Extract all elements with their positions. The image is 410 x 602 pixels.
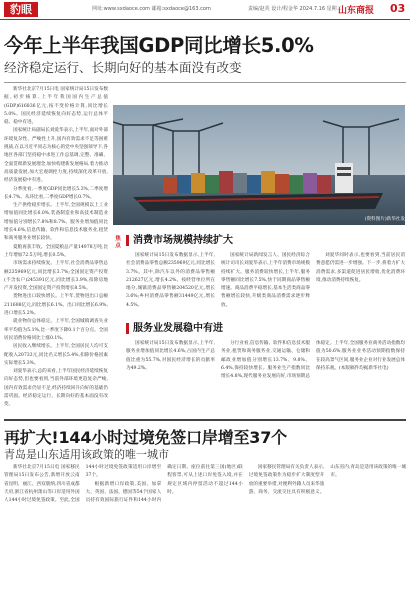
lead-paragraph: 分季度看,一季度GDP同比增长5.3%,二季度增长4.7%。从环比看,二季度GDP增长0.7%。 xyxy=(4,186,108,200)
lead-paragraph: 货物进出口较快增长。上半年,货物进出口总额211688亿元,同比增长6.1%。出口同比增长6.9%,进口增长5.2%。 xyxy=(4,294,108,317)
newspaper-name: 山东商报 xyxy=(338,6,375,16)
photo-caption: (资料图片)新华社发 xyxy=(364,217,405,222)
section-b-title: 服务业发展稳中有进 xyxy=(133,323,223,334)
section-a-body xyxy=(126,252,405,318)
lead-paragraph: 市场需求持续恢复。上半年,社会消费品零售总额235969亿元,同比增长3.7%;全国固定资产投资(不含农户)245391亿元,同比增长3.9%,扣除房地产开发投资,全国固定资产投资增长8.5%。 xyxy=(4,261,108,292)
container-ship-image xyxy=(113,105,405,225)
section-b-paragraph: 分行业看,信息传输、软件和信息技术服务业,租赁和商务服务业,交通运输、仓储和邮政业增加值分别增长13.7%、9.8%、6.4%,保持较快增长。服务业生产指数同比增长4.8%,现代服务业发展向好,市场预期总体稳定。上半年,全国服务业商务活动指数均值为50.6%,服务业业务活动预期指数保持在较高景气区间,服务业企业对行业发展总体保持乐观。(本版稿件均据新华社电) xyxy=(221,341,405,380)
heading-marker xyxy=(126,235,129,246)
page-header xyxy=(0,0,410,20)
section-side-label: 焦点 xyxy=(115,236,121,249)
story2-paragraph: 国家移民管理局有关负责人表示,过境免签政策作为稳步扩大制度型开放的重要举措,对便利外籍人员来华旅游、商务、交流交往具有积极意义。山东省内,青岛是适用该政策的唯一城市。 xyxy=(248,465,406,495)
heading-marker xyxy=(126,323,129,334)
main-headline: 今年上半年我国GDP同比增长5.0% xyxy=(4,34,314,57)
story2-headline: 再扩大!144小时过境免签口岸增至37个 xyxy=(4,428,287,447)
column-brand: 豹眼 xyxy=(4,2,38,17)
editor-date-info: 责编/赵英 设计/程金华 2024.7.16 星期二 xyxy=(248,6,342,12)
lead-paragraph: 就业物价总体稳定。上半年,全国城镇调查失业率平均值为5.1%,比一季度下降0.1个百分点。全国居民消费价格同比上涨0.1%。 xyxy=(4,319,108,341)
lead-paragraph: 居民收入继续增长。上半年,全国居民人均可支配收入20733元,同比名义增长5.4%,扣除价格因素实际增长5.3%。 xyxy=(4,344,108,366)
section-b-body xyxy=(126,340,405,416)
section-b-paragraph: 国家统计局15日发布数据显示,上半年,服务业增加值同比增长4.6%,占国内生产总值比重为55.7%,对国民经济增长的贡献率为49.2%。 xyxy=(126,341,215,371)
site-info: 网址:www.sxdaoce.com 邮箱:sxdaoce@163.com xyxy=(92,6,211,12)
story2-body xyxy=(4,464,406,598)
story-divider xyxy=(4,419,406,421)
port-photo xyxy=(113,105,405,225)
lead-paragraph: 生产供给稳步增长。上半年,全国规模以上工业增加值同比增长6.0%,装备制造业和高技术制造业增加值分别增长7.8%和8.7%。服务业增加值同比增长4.6%,信息传输、软件和信息技术服务业,租赁和商务服务业增长较快。 xyxy=(4,203,108,242)
story2-subheadline: 青岛是山东适用该政策的唯一城市 xyxy=(4,448,169,461)
lead-paragraph: 刘爱华表示,总的来看,上半年国民经济延续恢复向好态势,但也要看到,当前外部环境更趋复杂严峻,国内有效需求仍显不足,经济持续回升向好的基础仍需巩固。经济稳定运行、长期向好的基本面没有改变。 xyxy=(4,369,108,408)
headline-divider xyxy=(4,82,406,83)
lead-paragraph: 国家统计局副局长刘爱华表示,上半年,面对外部环境复杂性、严峻性上升,国内有效需求不足等困难挑战,在以习近平同志为核心的党中央坚强领导下,各地区各部门坚持稳中求进工作总基调,完整、准确、全面贯彻新发展理念,加快构建新发展格局,着力推动高质量发展,加大宏观调控力度,持续深化改革开放,经济发展稳中有进。 xyxy=(4,128,108,184)
page-number: 03 xyxy=(390,2,406,15)
lead-article xyxy=(4,86,108,416)
section-a-paragraph: 刘爱华同时表示,也要看到,当前居民消费意愿仍需进一步增强。下一步,将着力扩大消费需求,多渠道促进居民增收,优化消费环境,推动消费持续恢复。 xyxy=(316,253,405,283)
section-heading-consumption xyxy=(126,234,233,248)
lead-paragraph: 夏粮再获丰收。全国夏粮总产量14978万吨,比上年增加72.5万吨,增长0.5%。 xyxy=(4,244,108,258)
lead-paragraph: 新华社北京7月15日电 国家统计局15日发布数据,初步核算,上半年我国国内生产总值(GDP)616836亿元,按不变价格计算,同比增长5.0%。国民经济延续恢复向好态势,运行总体平稳、稳中有进。 xyxy=(4,87,108,126)
main-subheadline: 经济稳定运行、长期向好的基本面没有改变 xyxy=(4,60,242,75)
story2-paragraph: 根据新增口岸政策,美国、加拿大、英国、法国、德国等54个国家人员持有效国际旅行证件和144小时内确定日期、座位前往第三国(地区)联程客票,可从上述口岸免签入境,并在规定区域内停留活动不超过144小时。 xyxy=(85,465,243,504)
section-heading-services xyxy=(126,322,223,336)
section-a-paragraph: 国家统计局新闻发言人、国民经济综合统计司司长刘爱华表示,上半年消费市场规模持续扩大。服务消费较快增长,上半年,服务零售额同比增长7.5%,快于同期商品零售额增速。商品消费平稳增长,基本生活类商品零售额增长较快,升级类商品消费需求逐步释放。 xyxy=(221,253,310,308)
section-a-title: 消费市场规模持续扩大 xyxy=(133,235,233,246)
section-a-paragraph: 国家统计局15日发布数据显示,上半年,社会消费品零售总额235969亿元,同比增长3.7%。其中,除汽车以外的消费品零售额212627亿元,增长4.2%。按经营单位所在地分,城镇消费品零售额204520亿元,增长3.6%;乡村消费品零售额31449亿元,增长4.5%。 xyxy=(126,253,215,308)
story2-paragraph: 新华社北京7月15日电 国家移民管理局15日发布公告,新增开放云南省昆明、丽江、西双版纳,四川省成都天府,浙江省杭州萧山等口岸适用外国人144小时过境免签政策。至此,全国144小时过境免签政策适用口岸增至37个。 xyxy=(4,465,162,504)
